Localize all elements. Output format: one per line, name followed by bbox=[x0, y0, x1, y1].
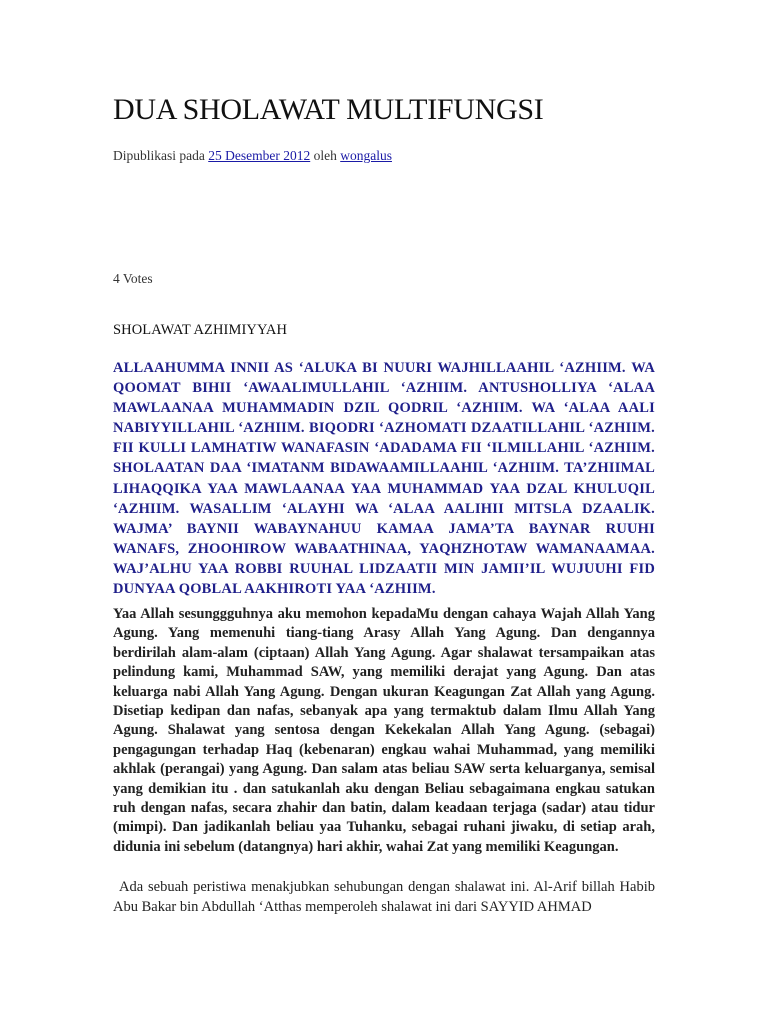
section-heading: SHOLAWAT AZHIMIYYAH bbox=[113, 322, 288, 338]
post-meta bbox=[113, 148, 392, 164]
story-paragraph: Ada sebuah peristiwa menakjubkan sehubungan dengan shalawat ini. Al-Arif billah Habib Abu Bakar bin Abdullah ‘Atthas memperoleh shalawat ini dari SAYYID AHMAD bbox=[113, 879, 655, 915]
post-date-link[interactable]: 25 Desember 2012 bbox=[208, 148, 311, 163]
translation-paragraph: Yaa Allah sesunggguhnya aku memohon kepadaMu dengan cahaya Wajah Allah Yang Agung. Yang memenuhi tiang-tiang Arasy Allah Yang Agung. Dan dengannya berdirilah alam-alam (ciptaan) Allah Yang Agung. Agar shalawat tersampaikan atas pelindung kami, Muhammad SAW, yang memiliki derajat yang Agung. Dan atas keluarga nabi Allah Yang Agung. Dengan ukuran Keagungan Zat Allah yang Agung. Disetiap kedipan dan nafas, sebanyak apa yang termaktub dalam Ilmu Allah Yang Agung. Shalawat yang sentosa dengan Kekekalan Allah Yang Agung. (sebagai) pengagungan terhadap Haq (kebenaran) engkau wahai Muhammad, yang memiliki akhlak (perangai) yang Agung. Dan salam atas beliau SAW serta keluarganya, semisal yang demikian itu . dan satukanlah aku dengan Beliau sebagaimana engkau satukan ruh dengan nafas, secara zhahir dan batin, dalam keadaan terjaga (sadar) atau tidur (mimpi). Dan jadikanlah beliau yaa Tuhanku, sebagai ruhani jiwaku, di setiap arah, didunia ini sebelum (datangnya) hari akhir, wahai Zat yang memiliki Keagungan. bbox=[113, 606, 655, 855]
article-title: DUA SHOLAWAT MULTIFUNGSI bbox=[113, 93, 544, 126]
published-prefix: Dipublikasi pada bbox=[113, 148, 209, 163]
author-link[interactable]: wongalus bbox=[340, 148, 392, 163]
sholawat-text: ALLAAHUMMA INNII AS ‘ALUKA BI NUURI WAJHILLAAHIL ‘AZHIIM. WA QOOMAT BIHII ‘AWAALIMULLAHIL ‘AZHIIM. ANTUSHOLLIYA ‘ALAA MAWLAANAA MUHAMMADIN DZIL QODRIL ‘AZHIIM. WA ‘ALAA AALI NABIYYILLAHIL ‘AZHIIM. BIQODRI ‘AZHOMATI DZAATILLAHIL ‘AZHIIM. FII KULLI LAMHATIW WANAFASIN ‘ADADAMA FII ‘ILMILLAHIL ‘AZHIIM. SHOLAATAN DAA ‘IMATANM BIDAWAAMILLAAHIL ‘AZHIIM. TA’ZHIIMAL LIHAQQIKA YAA MAWLAANAA YAA MUHAMMAD YAA DZAL KHULUQIL ‘AZHIIM. WASALLIM ‘ALAYHI WA ‘ALAA AALIHII MITSLA DZAALIK. WAJMA’ BAYNII WABAYNAHUU KAMAA JAMA’TA BAYNAR RUUHI WANAFS, ZHOOHIROW WABAATHINAA, YAQHZHOTAW WAMANAAMAA. WAJ’ALHU YAA ROBBI RUUHAL LIDZAATII MIN JAMII’IL WUJUUHI FID DUNYAA QOBLAL AAKHIROTI YAA ‘AZHIIM. bbox=[113, 360, 655, 598]
author-prefix: oleh bbox=[310, 148, 341, 163]
votes-count: 4 Votes bbox=[113, 271, 153, 286]
